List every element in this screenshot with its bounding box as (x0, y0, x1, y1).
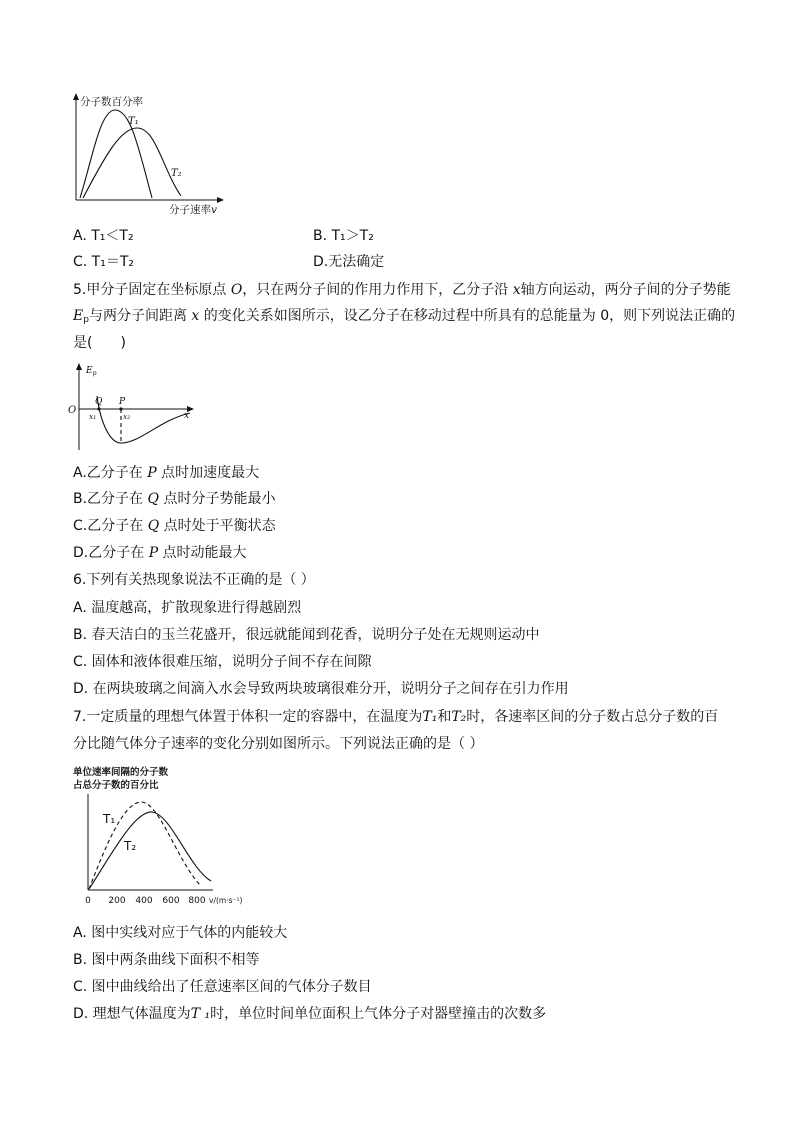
q5-l1-s0: 5.甲分子固定在坐标原点 (73, 282, 231, 298)
q7-y-label-line1: 单位速率间隔的分子数 (73, 767, 169, 778)
q7-x-tick-200: 200 (108, 896, 126, 906)
q5-oa-s2: 点时加速度最大 (156, 465, 260, 481)
q5-od-s0: D.乙分子在 (73, 545, 149, 561)
q5-od-s1: P (148, 545, 159, 561)
q5-l2-s4: 的变化关系如图所示，设乙分子在移动过程中所具有的总能量为 0，则下列说法正确的 (199, 308, 736, 324)
q7-x-tick-600: 600 (162, 896, 180, 906)
q5-oc-s1: Q (147, 518, 160, 534)
q4-option-a: A. T₁＜T₂ (73, 228, 134, 244)
q7-option-a: A. 图中实线对应于气体的内能较大 (73, 925, 288, 941)
q5-option-d (73, 544, 247, 562)
q4-option-d: D.无法确定 (313, 254, 385, 270)
q5-oc-s0: C.乙分子在 (73, 518, 148, 534)
q5-oc-s2: 点时处于平衡状态 (159, 518, 276, 534)
q5-point-p-dot (119, 407, 122, 410)
q5-y-axis-arrow (76, 363, 82, 370)
q6-stem: 6.下列有关热现象说法不正确的是（ ） (73, 572, 315, 588)
q6-option-c: C. 固体和液体很难压缩，说明分子间不存在间隙 (73, 654, 372, 670)
q5-option-b (73, 490, 275, 508)
q4-x-axis-label-text: 分子速率 (169, 204, 211, 216)
q7-option-b: B. 图中两条曲线下面积不相等 (73, 952, 260, 968)
q7-od-s0: D. 理想气体温度为 (73, 1006, 191, 1022)
q5-ob-s2: 点时分子势能最小 (159, 491, 276, 507)
q7-x-tick-0: 0 (85, 896, 91, 906)
q5-option-c (73, 517, 276, 535)
q5-l1-s2: ，只在两分子间的作用力作用下，乙分子沿 (242, 282, 513, 298)
q7-l1-s1: T₁ (422, 709, 438, 725)
q5-od-s2: 点时动能最大 (158, 545, 247, 561)
q5-l2-s3: x (191, 308, 200, 324)
q5-ob-s1: Q (147, 491, 159, 507)
q7-l1-s0: 7.一定质量的理想气体置于体积一定的容器中，在温度为 (73, 709, 423, 725)
q6-option-a: A. 温度越高，扩散现象进行得越剧烈 (73, 600, 302, 616)
q6-option-d: D. 在两块玻璃之间滴入水会导致两块玻璃很难分开，说明分子之间存在引力作用 (73, 681, 569, 697)
q7-l1-s2: 和 (437, 709, 452, 725)
q7-stem-line1 (73, 708, 718, 726)
q5-x2-label: x₂ (123, 412, 131, 421)
q4-y-axis-arrow (73, 93, 79, 100)
q7-option-c: C. 图中曲线给出了任意速率区间的气体分子数目 (73, 979, 372, 995)
q7-l1-s4: 时，各速率区间的分子数占总分子数的百 (466, 709, 719, 725)
q5-point-q-dot (97, 407, 100, 410)
q5-x-axis-label: x (184, 411, 190, 421)
q5-ob-s0: B.乙分子在 (73, 491, 148, 507)
q5-oa-s1: P (147, 465, 157, 481)
q5-l1-s4: 轴方向运动，两分子间的分子势能 (520, 282, 731, 298)
q4-option-c: C. T₁＝T₂ (73, 254, 135, 270)
q5-x1-label: x₁ (89, 412, 97, 421)
q5-potential-figure (62, 360, 202, 456)
q5-stem-line2 (73, 307, 735, 329)
q5-y-label-sub: p (92, 370, 97, 377)
q7-stem-line2: 分比随气体分子速率的变化分别如图所示。下列说法正确的是（ ） (73, 736, 484, 752)
q4-curve-label-t2: T₂ (171, 168, 182, 179)
q5-stem-line3: 是( ) (73, 335, 126, 351)
q4-x-axis-arrow (217, 197, 224, 203)
q5-l1-s1: O (230, 282, 243, 298)
q7-od-s2: 时，单位时间单位面积上气体分子对器壁撞击的次数多 (210, 1006, 547, 1022)
q4-x-axis-var: v (211, 204, 217, 216)
q5-l2-s1: p (83, 315, 89, 325)
q7-x-axis-label: v/(m·s⁻¹) (209, 896, 243, 905)
q5-stem-line1 (73, 281, 731, 299)
q4-distribution-figure (60, 88, 235, 220)
q7-option-d (73, 1005, 546, 1023)
q4-option-b: B. T₁＞T₂ (313, 228, 374, 244)
q5-y-label-e: E (86, 366, 93, 376)
q4-y-axis-label: 分子数百分率 (80, 96, 143, 108)
q7-x-tick-400: 400 (135, 896, 153, 906)
q5-l2-s2: 与两分子间距离 (88, 308, 192, 324)
q5-potential-curve (97, 396, 190, 443)
q7-y-label-line2: 占总分子数的百分比 (73, 780, 159, 791)
q5-origin-label: O (68, 405, 77, 416)
q5-option-a (73, 464, 259, 482)
q5-l1-s3: x (512, 282, 521, 298)
q4-curve-label-t1: T₁ (128, 116, 139, 127)
q7-curve-label-t2: T₂ (124, 839, 137, 853)
q7-od-s1: T ₁ (190, 1006, 211, 1022)
q4-curve-wide (83, 128, 181, 198)
q5-y-axis-label (85, 366, 97, 377)
q5-l2-s0: E (73, 308, 84, 324)
q4-x-axis-label (169, 203, 217, 216)
q6-option-b: B. 春天洁白的玉兰花盛开，很远就能闻到花香，说明分子处在无规则运动中 (73, 627, 540, 643)
q5-point-p-label: P (119, 397, 126, 407)
q7-distribution-figure (70, 762, 255, 912)
q7-curve-label-t1: T₁ (103, 812, 116, 826)
q5-point-q-label: Q (95, 397, 103, 407)
q7-l1-s3: T₂ (451, 709, 467, 725)
q5-oa-s0: A.乙分子在 (73, 465, 148, 481)
q4-curve-narrow (80, 110, 152, 198)
q7-x-tick-800: 800 (188, 896, 206, 906)
